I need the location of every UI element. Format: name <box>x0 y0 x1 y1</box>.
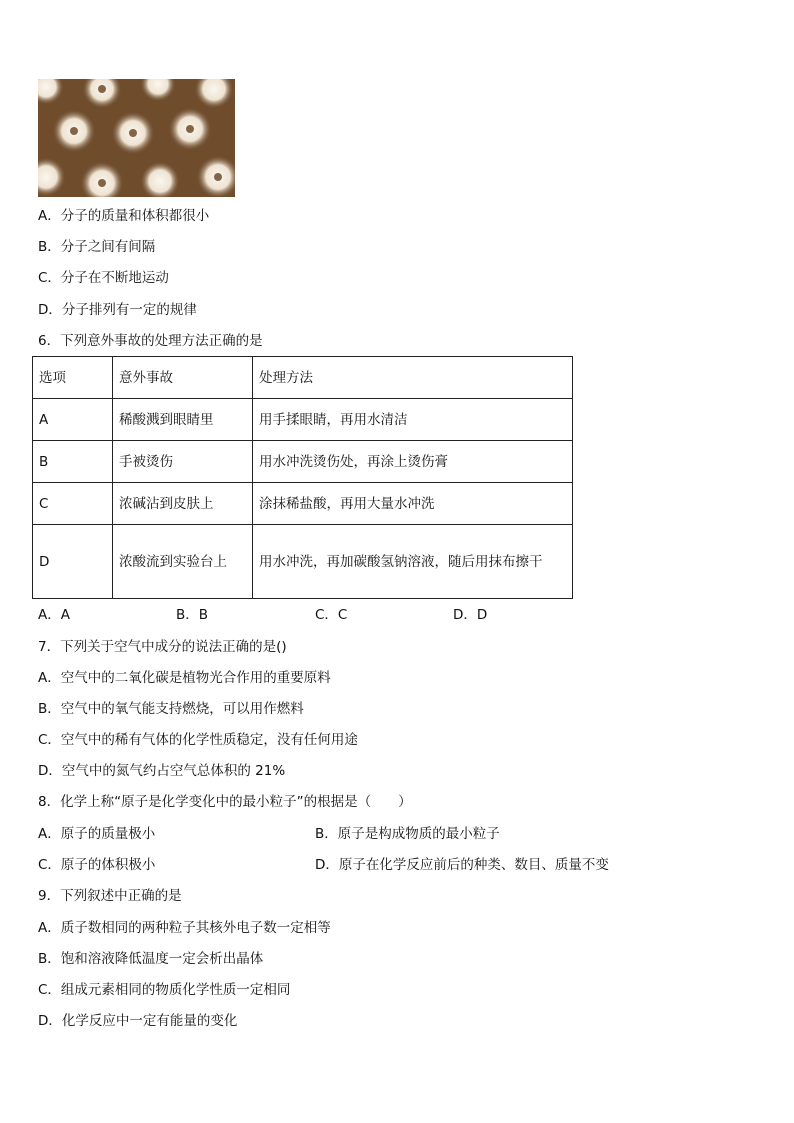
q9-option-c: C．组成元素相同的物质化学性质一定相同 <box>38 982 291 998</box>
q5-option-c: C．分子在不断地运动 <box>38 270 169 286</box>
table-cell: 手被烫伤 <box>113 441 253 483</box>
q5-option-a: A．分子的质量和体积都很小 <box>38 208 210 224</box>
accident-table <box>32 356 573 599</box>
q5-option-b: B．分子之间有间隔 <box>38 239 156 255</box>
q7-option-a: A．空气中的二氧化碳是植物光合作用的重要原料 <box>38 670 331 686</box>
header-option: 选项 <box>33 357 113 399</box>
table-cell: C <box>33 483 113 525</box>
micrograph-drawing <box>38 79 235 197</box>
q9-stem: 9．下列叙述中正确的是 <box>38 888 182 904</box>
table-row <box>33 399 573 441</box>
q9-option-a: A．质子数相同的两种粒子其核外电子数一定相等 <box>38 920 331 936</box>
table-cell: 稀酸溅到眼睛里 <box>113 399 253 441</box>
q8-option-c: C．原子的体积极小 <box>38 857 156 873</box>
table-row <box>33 483 573 525</box>
table-cell: 用手揉眼睛，再用水清洁 <box>253 399 573 441</box>
q7-option-b: B．空气中的氧气能支持燃烧，可以用作燃料 <box>38 701 304 717</box>
header-accident: 意外事故 <box>113 357 253 399</box>
q8-stem: 8．化学上称“原子是化学变化中的最小粒子”的根据是（ ） <box>38 794 412 810</box>
q6-choice-a: A．A <box>38 607 70 623</box>
table-row <box>33 525 573 599</box>
q8-option-b: B．原子是构成物质的最小粒子 <box>315 826 500 842</box>
table-cell: B <box>33 441 113 483</box>
q6-choice-d: D．D <box>453 607 488 623</box>
table-cell: 用水冲洗烫伤处，再涂上烫伤膏 <box>253 441 573 483</box>
q8-option-a: A．原子的质量极小 <box>38 826 156 842</box>
table-cell: 涂抹稀盐酸，再用大量水冲洗 <box>253 483 573 525</box>
header-method: 处理方法 <box>253 357 573 399</box>
q6-choice-b: B．B <box>176 607 209 623</box>
q8-option-d: D．原子在化学反应前后的种类、数目、质量不变 <box>315 857 609 873</box>
q6-stem: 6．下列意外事故的处理方法正确的是 <box>38 333 263 349</box>
q7-option-c: C．空气中的稀有气体的化学性质稳定，没有任何用途 <box>38 732 358 748</box>
q7-stem: 7．下列关于空气中成分的说法正确的是() <box>38 639 287 655</box>
table-cell: 浓碱沾到皮肤上 <box>113 483 253 525</box>
q6-choice-c: C．C <box>315 607 348 623</box>
table-row <box>33 441 573 483</box>
table-cell: 浓酸流到实验台上 <box>113 525 253 599</box>
q7-option-d: D．空气中的氮气约占空气总体积的 21% <box>38 763 286 779</box>
table-cell: A <box>33 399 113 441</box>
table-cell: 用水冲洗，再加碳酸氢钠溶液，随后用抹布擦干 <box>253 525 573 599</box>
q9-option-b: B．饱和溶液降低温度一定会析出晶体 <box>38 951 264 967</box>
table-cell: D <box>33 525 113 599</box>
table-header-row <box>33 357 573 399</box>
molecule-micrograph-image <box>38 79 235 197</box>
q9-option-d: D．化学反应中一定有能量的变化 <box>38 1013 238 1029</box>
q5-option-d: D．分子排列有一定的规律 <box>38 302 197 318</box>
